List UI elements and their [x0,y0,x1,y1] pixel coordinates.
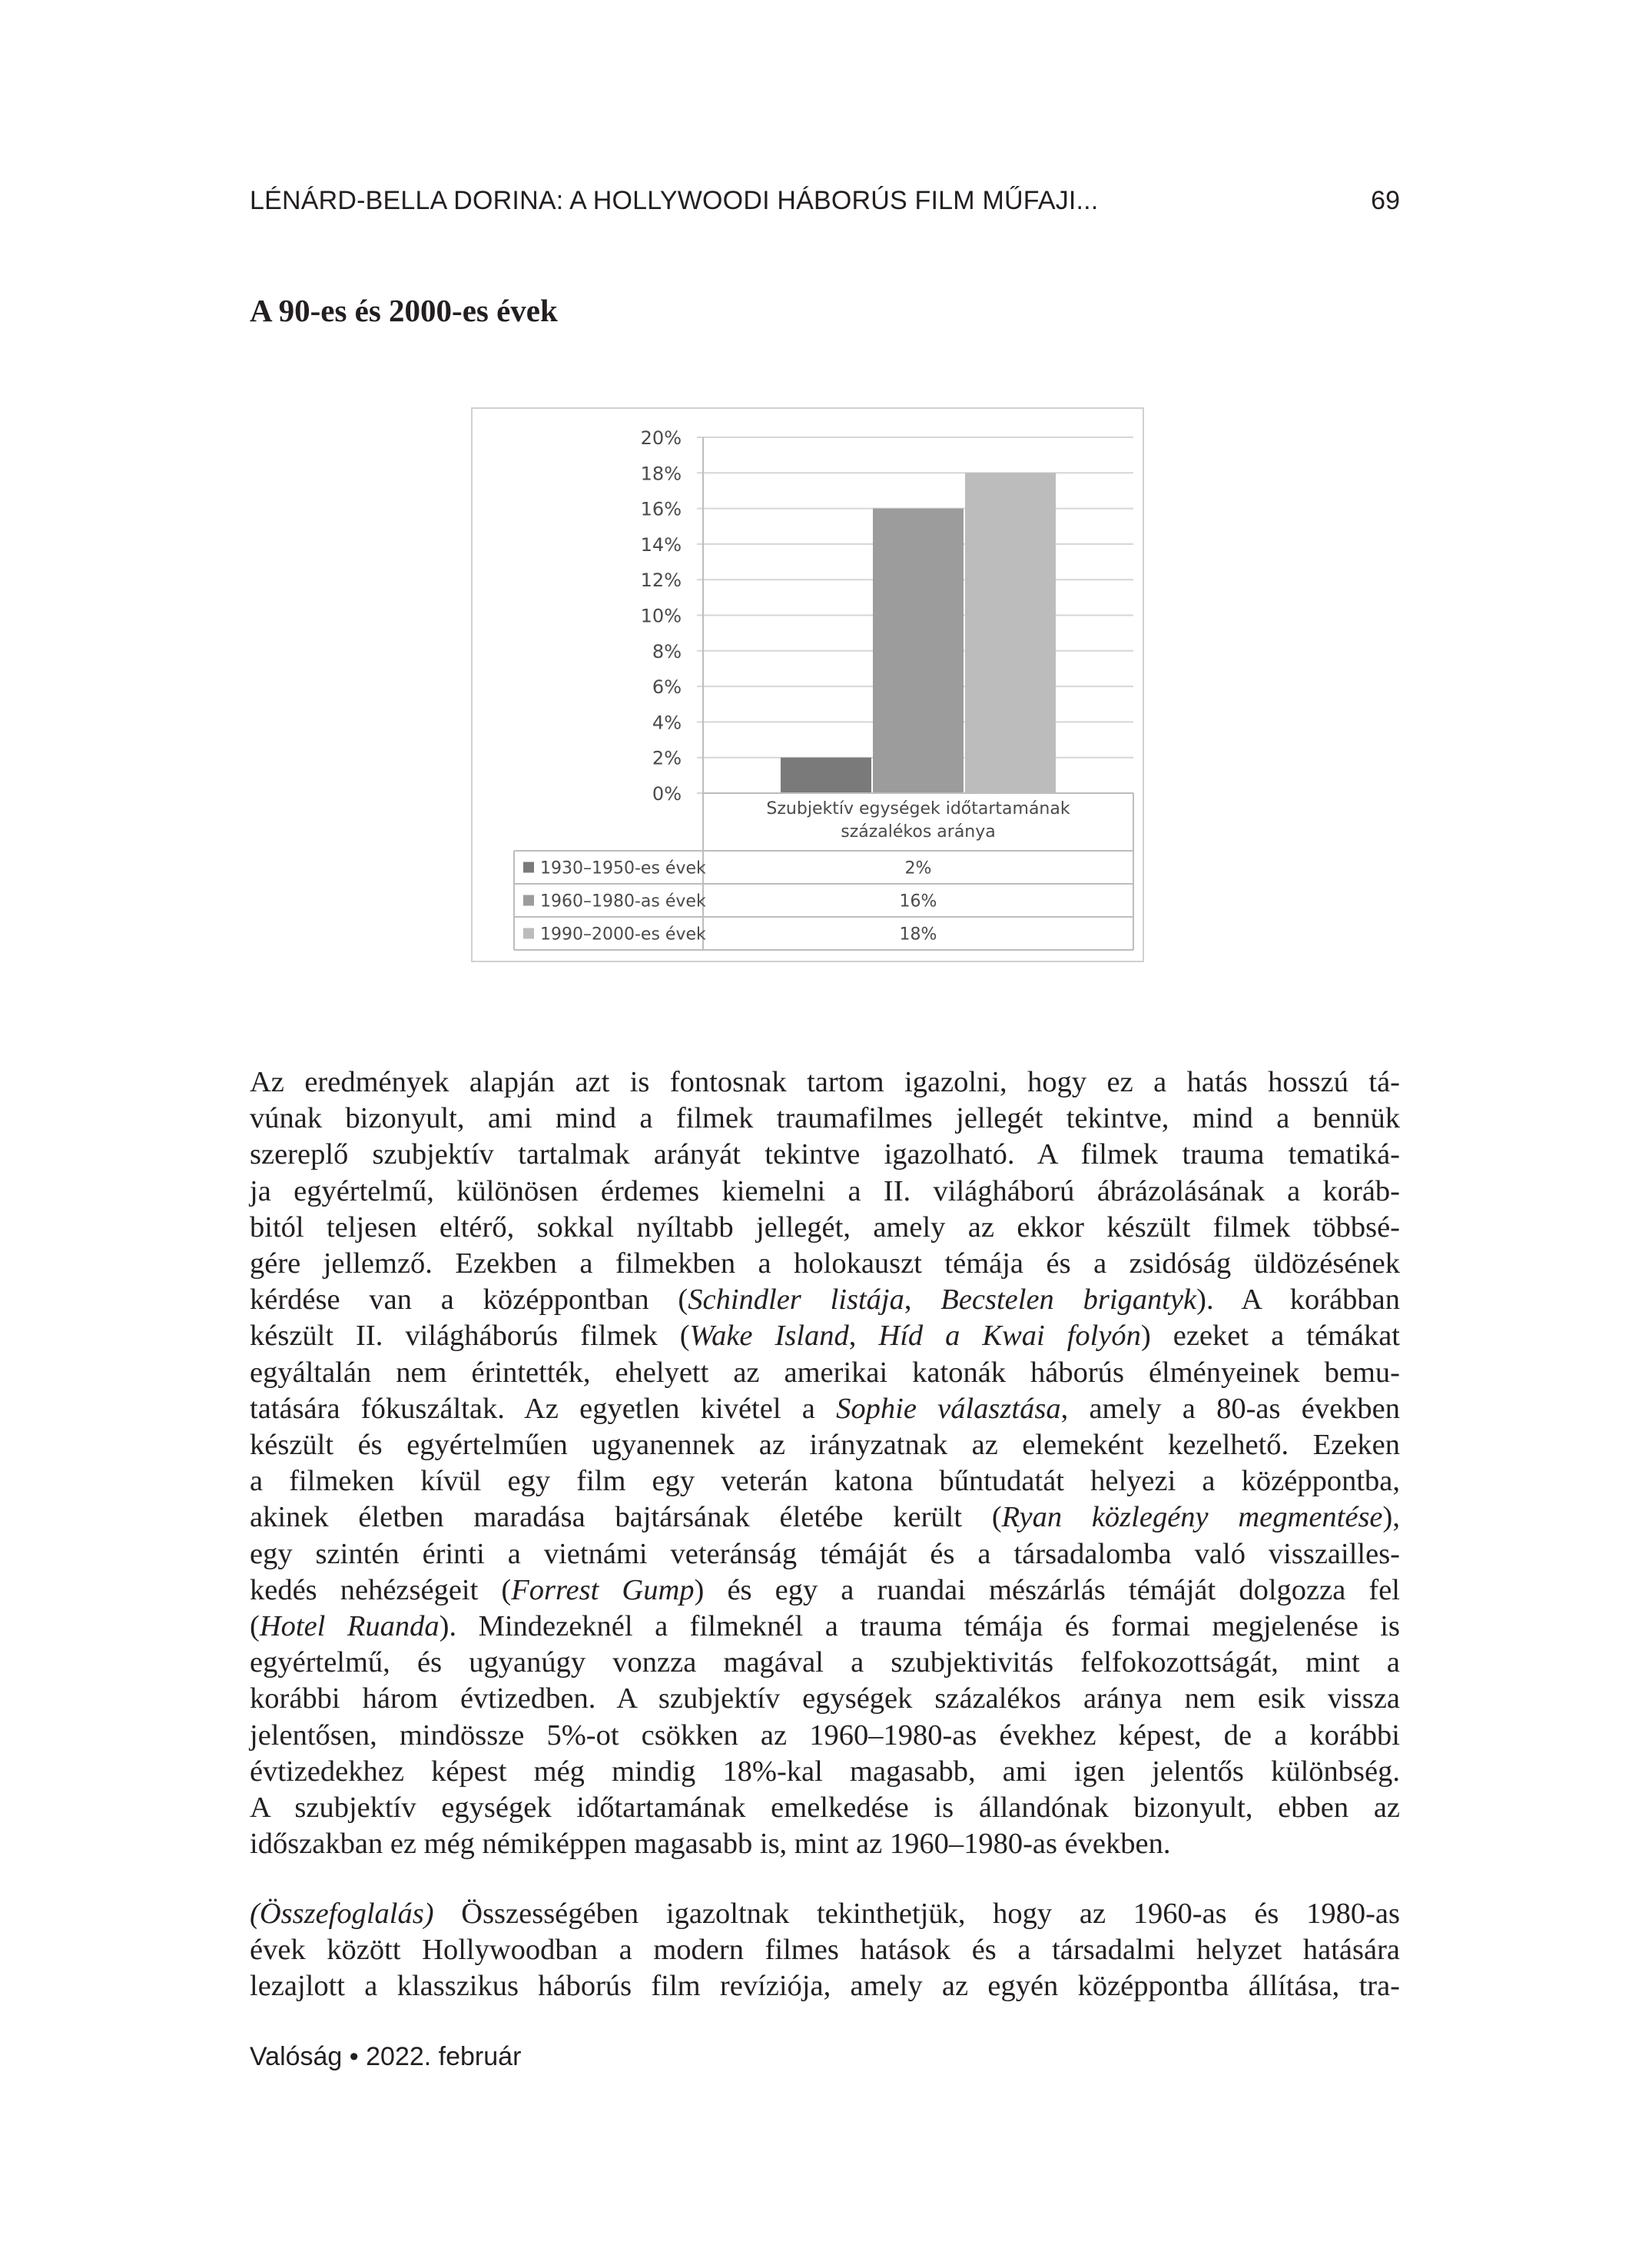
italic-title: Becstelen brigantyk [940,1283,1197,1317]
text-run: ). Mindezeknél a filmeknél a trauma témája és formai megjelenése is [439,1610,1400,1643]
text-run: , [848,1320,879,1353]
text-line: korábbi három évtizedben. A szubjektív egységek százalékos aránya nem esik vissza [250,1682,1400,1715]
italic-title: Forrest Gump [511,1573,695,1606]
text-line: egyértelmű, és ugyanúgy vonzza magával a szubjektivitás felfokozottságát, mint a [250,1646,1400,1679]
category-label: százalékos aránya [841,822,996,842]
text-line: évek között Hollywoodban a modern filmes hatások és a társadalmi helyzet hatására [250,1934,1400,1967]
legend-swatch [523,928,534,939]
y-tick-label: 2% [652,747,682,769]
y-tick-label: 12% [640,569,682,592]
data-label: 2% [904,858,932,878]
legend-label: 1990–2000-es évek [540,925,706,945]
text-run: ( [250,1610,260,1643]
text-line: évtizedekhez képest még mindig 18%-kal magasabb, ami igen jelentős különbség. [250,1755,1400,1788]
text-line: egy szintén érinti a vietnámi veteránság témáját és a társadalomba való visszailles- [250,1537,1400,1570]
text-line [250,1318,1400,1354]
text-line [250,1391,1400,1427]
page-footer: Valóság • 2022. február [250,2042,522,2071]
italic-title: Schindler listája [688,1283,904,1317]
text-run: kedés nehézségeit ( [250,1573,512,1606]
data-label: 18% [899,925,937,945]
bar [781,758,871,793]
text-run: készült II. világháborús filmek ( [250,1320,690,1353]
text-line: ja egyértelmű, különösen érdemes kiemelni a II. világháború ábrázolásának a koráb- [250,1174,1400,1207]
italic-title: Sophie választása [836,1392,1061,1425]
bar [965,473,1056,793]
legend-label: 1930–1950-es évek [540,858,706,878]
text-line: vúnak bizonyult, ami mind a filmek traumafilmes jellegét tekintve, mind a bennük [250,1102,1400,1135]
legend-label: 1960–1980-as évek [540,892,706,912]
text-line [250,1499,1400,1536]
text-line [250,1896,1400,1932]
y-tick-label: 20% [640,427,682,449]
text-line: szereplő szubjektív tartalmak arányát tekintve igazolható. A filmek trauma tematiká- [250,1138,1400,1171]
text-run: kérdése van a középpontban ( [250,1283,688,1317]
text-run: , amely a 80-as években [1060,1392,1400,1425]
y-tick-label: 10% [640,605,682,627]
text-line: bitól teljesen eltérő, sokkal nyíltabb jellegét, amely az ekkor készült filmek többsé- [250,1210,1400,1244]
text-line [250,1572,1400,1609]
data-label: 16% [899,892,937,912]
bar [873,509,964,793]
y-tick-label: 16% [640,498,682,520]
legend-swatch [523,862,534,873]
y-tick-label: 8% [652,640,682,662]
italic-title: Ryan közlegény megmentése [1001,1501,1383,1534]
text-run: ). A korábban [1196,1283,1401,1317]
running-title: LÉNÁRD-BELLA DORINA: A HOLLYWOODI HÁBORÚS FILM MŰFAJI... [250,186,1099,215]
text-run: ), [1382,1501,1400,1534]
y-tick-label: 6% [652,676,682,699]
text-line: A szubjektív egységek időtartamának emelkedése is állandónak bizonyult, ebben az [250,1791,1400,1825]
text-line: időszakban ez még némiképpen magasabb is, mint az 1960–1980-as években. [250,1828,1171,1861]
italic-title: Híd a Kwai folyón [878,1320,1141,1353]
y-tick-label: 14% [640,533,682,556]
paragraph-2 [250,1896,1400,2005]
page-number: 69 [1371,186,1400,215]
text-line: Az eredmények alapján azt is fontosnak tartom igazolni, hogy ez a hatás hosszú tá- [250,1066,1400,1098]
category-label: Szubjektív egységek időtartamának [766,799,1070,819]
text-run: Összességében igazoltnak tekinthetjük, hogy az 1960-as és 1980-as [433,1898,1400,1930]
running-head [250,186,1400,224]
text-line [250,1282,1400,1318]
text-run: ) ezeket a témákat [1140,1320,1401,1353]
text-run: tatására fókuszáltak. Az egyetlen kivétel a [250,1392,837,1425]
bar-chart-svg [473,409,1146,964]
italic-title: Hotel Ruanda [259,1610,440,1643]
italic-title: (Összefoglalás) [250,1898,434,1930]
text-run: , [904,1283,941,1317]
bar-chart [471,407,1144,962]
text-run: akinek életben maradása bajtársának életébe került ( [250,1501,1002,1534]
text-line: gére jellemző. Ezekben a filmekben a holokauszt témája és a zsidóság üldözésének [250,1247,1400,1280]
text-run: ) és egy a ruandai mészárlás témáját dolgozza fel [694,1573,1400,1606]
text-line: a filmeken kívül egy film egy veterán katona bűntudatát helyezi a középpontba, [250,1465,1400,1498]
y-tick-label: 18% [640,463,682,485]
paragraph-1 [250,1064,1400,1862]
y-tick-label: 4% [652,712,682,734]
text-line: egyáltalán nem érintették, ehelyett az amerikai katonák háborús élményeinek bemu- [250,1356,1400,1389]
y-tick-label: 0% [652,783,682,805]
text-line [250,1609,1400,1645]
text-line: készült és egyértelműen ugyanennek az irányzatnak az elemeként kezelhető. Ezeken [250,1429,1400,1462]
italic-title: Wake Island [689,1320,849,1353]
text-line: jelentősen, mindössze 5%-ot csökken az 1960–1980-as évekhez képest, de a korábbi [250,1718,1400,1752]
text-line: lezajlott a klasszikus háborús film revíziója, amely az egyén középpontba állítása, tra- [250,1970,1400,2003]
legend-swatch [523,895,534,906]
section-title: A 90-es és 2000-es évek [250,293,558,328]
